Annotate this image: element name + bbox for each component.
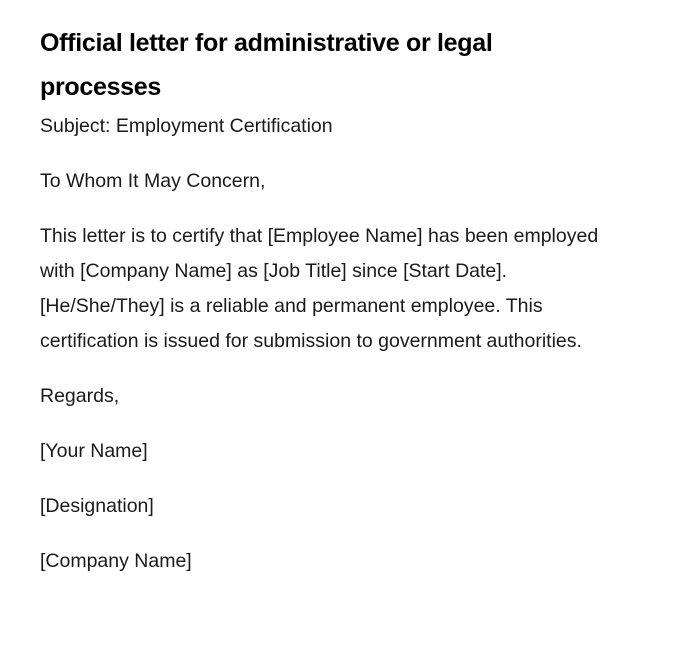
letter-body: This letter is to certify that [Employee Name] has been employed with [Company Name] as [Job Title] since [Start Date]. [He/She/They] is a reliable and permanent employee. This certification is issued for submission to government authorities. (40, 225, 599, 352)
letter-salutation: To Whom It May Concern, (40, 170, 266, 192)
signature-designation: [Designation] (40, 495, 154, 517)
letter-closing: Regards, (40, 385, 120, 407)
signature-company: [Company Name] (40, 550, 192, 572)
letter-subject: Subject: Employment Certification (40, 115, 333, 137)
document-title: Official letter for administrative or legal processes (40, 29, 493, 101)
signature-name: [Your Name] (40, 440, 148, 462)
